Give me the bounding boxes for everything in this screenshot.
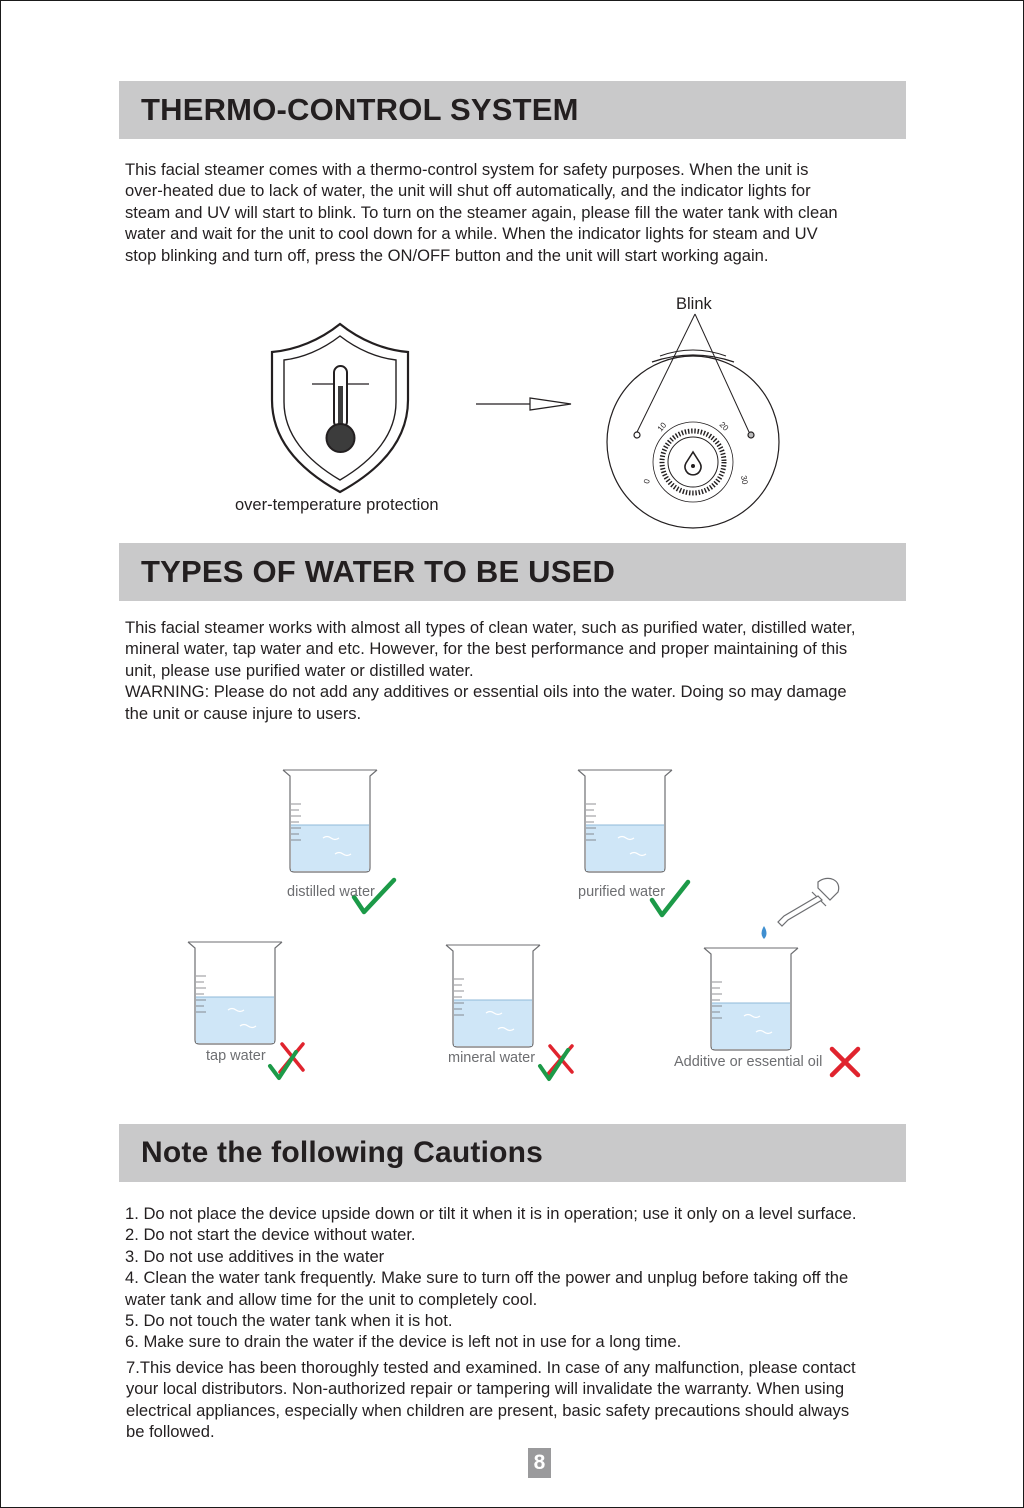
text-line: unit, please use purified water or distilled water. (125, 660, 474, 680)
label-distilled-water: distilled water (287, 884, 375, 900)
text-line: steam and UV will start to blink. To turn on the steamer again, please fill the water tank with clean (125, 202, 838, 222)
beaker-distilled-icon (283, 770, 377, 872)
dial-mark-0: 0 (642, 478, 652, 485)
label-tap-water: tap water (206, 1048, 266, 1064)
text-line: over-heated due to lack of water, the unit will shut off automatically, and the indicator lights for (125, 181, 811, 201)
label-mineral-water: mineral water (448, 1050, 536, 1066)
blink-label: Blink (676, 295, 712, 313)
cross-icon (832, 1049, 858, 1075)
list-item: 7.This device has been thoroughly tested and examined. In case of any malfunction, please contact (126, 1358, 856, 1377)
list-item: electrical appliances, especially when children are present, basic safety precautions should always (126, 1400, 850, 1420)
list-item: 4. Clean the water tank frequently. Make sure to turn off the power and unplug before taking off the (125, 1268, 849, 1288)
check-icon (270, 1052, 296, 1078)
shield-thermometer-icon (272, 324, 408, 492)
list-item: be followed. (126, 1422, 215, 1442)
cautions-heading-band (119, 1124, 906, 1182)
page-number: 8 (528, 1448, 551, 1478)
arrow-right-icon (476, 398, 571, 410)
list-item: 2. Do not start the device without water. (125, 1225, 416, 1245)
list-item: your local distributors. Non-authorized repair or tampering will invalidate the warranty. When using (126, 1379, 845, 1399)
list-item: 5. Do not touch the water tank when it is hot. (125, 1311, 453, 1331)
text-line: water and wait for the unit to cool down for a while. When the indicator lights for steam and UV (125, 224, 818, 244)
list-item: 6. Make sure to drain the water if the device is left not in use for a long time. (125, 1332, 682, 1352)
thermo-heading: THERMO-CONTROL SYSTEM (141, 92, 579, 127)
beaker-mineral-icon (446, 945, 540, 1047)
dial-mark-20: 20 (717, 420, 731, 433)
text-line: mineral water, tap water and etc. However, for the best performance and proper maintaining of this (125, 639, 848, 659)
list-item: 3. Do not use additives in the water (125, 1246, 385, 1266)
caution-item-7 (126, 1357, 916, 1443)
text-line: This facial steamer works with almost all types of clean water, such as purified water, distilled water, (125, 618, 856, 637)
text-line: This facial steamer comes with a thermo-control system for safety purposes. When the unit is (125, 160, 809, 179)
text-line: WARNING: Please do not add any additives or essential oils into the water. Doing so may damage (125, 682, 847, 702)
dropper-icon (762, 878, 839, 939)
dial-mark-10: 10 (655, 420, 669, 434)
cautions-heading: Note the following Cautions (141, 1136, 544, 1169)
dial-mark-30: 30 (739, 474, 750, 486)
label-purified-water: purified water (578, 884, 666, 900)
list-item: water tank and allow time for the unit to completely cool. (125, 1289, 538, 1309)
text-line: the unit or cause injure to users. (125, 703, 362, 723)
text-line: stop blinking and turn off, press the ON/OFF button and the unit will start working again. (125, 245, 769, 265)
beaker-tap-icon (188, 942, 282, 1044)
list-item: 1. Do not place the device upside down or tilt it when it is in operation; use it only on a level surface. (125, 1204, 857, 1223)
water-heading: TYPES OF WATER TO BE USED (141, 554, 616, 589)
beaker-additive-icon (704, 948, 798, 1050)
water-paragraph (125, 617, 915, 724)
beaker-purified-icon (578, 770, 672, 872)
water-heading-band (119, 543, 906, 601)
steamer-panel-icon (607, 314, 779, 528)
cautions-list (125, 1203, 915, 1353)
shield-caption: over-temperature protection (235, 496, 439, 514)
label-additive-oil: Additive or essential oil (674, 1054, 823, 1070)
